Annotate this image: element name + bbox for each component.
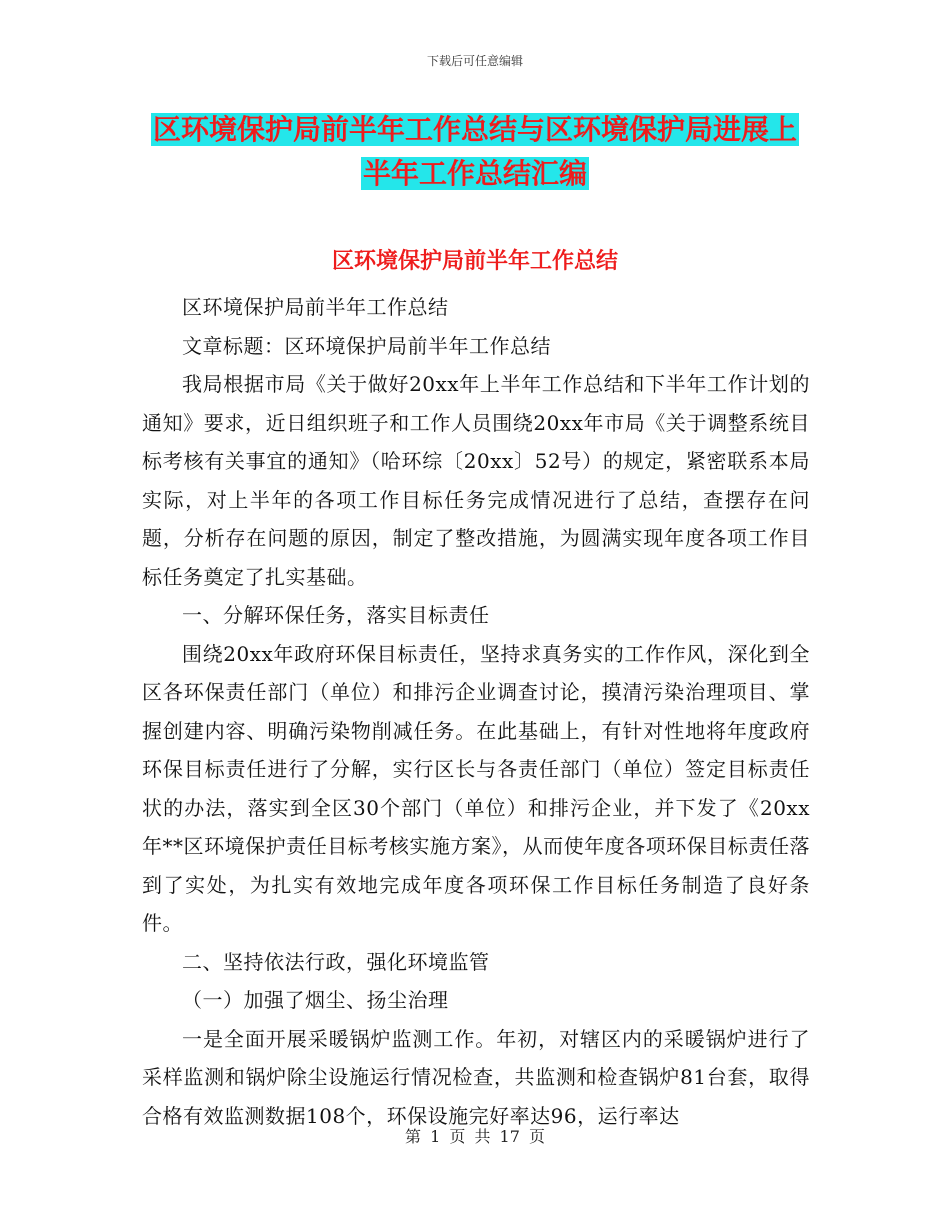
heading-2: 二、坚持依法行政，强化环境监管 xyxy=(182,949,490,974)
paragraph: 围绕20xx年政府环保目标责任，坚持求真务实的工作作风，深化到全区各环保责任部门（单位）和排污企业调查讨论，摸清污染治理项目、掌握创建内容、明确污染物削减任务。在此基础上，有针对性地将年度政府环保目标责任进行了分解，实行区长与各责任部门（单位）签定目标责任状的办法，落实到全区30个部门（单位）和排污企业，并下发了《20xx年**区环境保护责任目标考核实施方案》，从而使年度各项环保目标责任落到了实处，为扎实有效地完成年度各项环保工作目标任务制造了良好条件。 xyxy=(142,641,810,935)
paragraph: 我局根据市局《关于做好20xx年上半年工作总结和下半年工作计划的通知》要求，近日组织班子和工作人员围绕20xx年市局《关于调整系统目标考核有关事宜的通知》（哈环综〔20xx〕52号）的规定，紧密联系本局实际，对上半年的各项工作目标任务完成情况进行了总结，查摆存在问题，分析存在问题的原因，制定了整改措施，为圆满实现年度各项工作目标任务奠定了扎实基础。 xyxy=(142,372,810,589)
paragraph: 文章标题：区环境保护局前半年工作总结 xyxy=(182,333,551,358)
paragraph: 一是全面开展采暖锅炉监测工作。年初，对辖区内的采暖锅炉进行了采样监测和锅炉除尘设施运行情况检查，共监测和检查锅炉81台套，取得合格有效监测数据108个，环保设施完好率达96，运行率达 xyxy=(142,1026,810,1128)
paragraph: 区环境保护局前半年工作总结 xyxy=(182,295,449,319)
section-title: 区环境保护局前半年工作总结 xyxy=(331,249,618,274)
document-body xyxy=(142,288,810,1135)
heading-1: 一、分解环保任务，落实目标责任 xyxy=(182,603,490,627)
title-highlight-2: 半年工作总结汇编 xyxy=(362,157,587,190)
document-title-line-2 xyxy=(140,152,810,196)
header-note: 下载后可任意编辑 xyxy=(426,54,523,68)
subheading: （一）加强了烟尘、扬尘治理 xyxy=(182,988,449,1012)
title-highlight-1: 区环境保护局前半年工作总结与区环境保护局进展上 xyxy=(152,113,797,146)
page-footer: 第 1 页 共 17 页 xyxy=(405,1127,545,1146)
document-title-line-1 xyxy=(140,108,810,152)
